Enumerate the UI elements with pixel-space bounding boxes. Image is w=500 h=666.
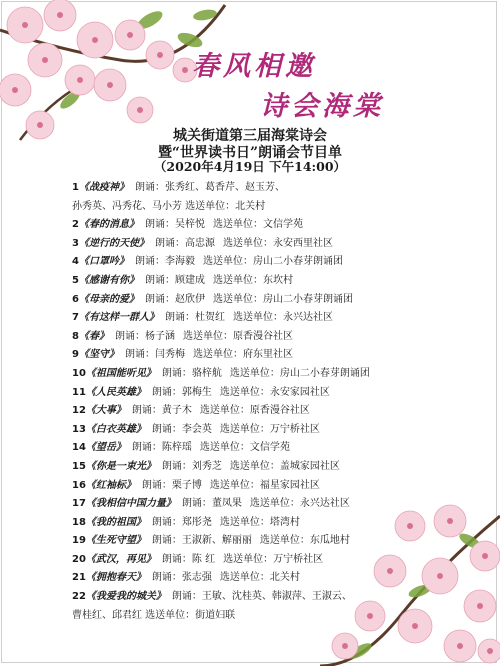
programme-item	[72, 514, 492, 533]
poster-subtitle: 暨“世界读书日”朗诵会节目单	[157, 145, 343, 161]
item-unit: 选送单位：万宁桥社区	[223, 553, 324, 565]
item-number: 15	[72, 460, 86, 472]
item-reciters: 朗诵：郑彤尧	[151, 516, 212, 528]
item-unit: 选送单位：东瓜地村	[259, 535, 350, 547]
item-reciters: 朗诵：董凤果	[181, 498, 242, 510]
item-reciters: 朗诵：李海毅	[134, 256, 195, 268]
programme-item	[72, 272, 492, 291]
item-unit: 选送单位：万宁桥社区	[219, 423, 320, 435]
item-work-title: 《感谢有你》	[78, 274, 139, 286]
item-unit: 选送单位：文信学苑	[212, 219, 303, 231]
item-work-title: 《祖国能听见》	[85, 367, 156, 379]
programme-item	[72, 551, 492, 570]
programme-item-continuation: 孙秀英、冯秀花、马小芳 选送单位：北关村	[72, 200, 266, 212]
item-unit: 选送单位：房山二小春芽朗诵团	[229, 367, 370, 379]
programme-item	[72, 384, 492, 403]
item-work-title: 《坚守》	[78, 349, 119, 361]
programme-item	[72, 309, 492, 328]
programme-item	[72, 458, 492, 477]
item-work-title: 《我爱我的城关》	[85, 591, 166, 603]
item-work-title: 《有这样一群人》	[78, 312, 159, 324]
item-reciters: 朗诵：王淑新、解丽丽	[151, 535, 252, 547]
item-unit: 选送单位：东坎村	[212, 274, 293, 286]
item-number: 22	[72, 591, 86, 603]
item-unit: 选送单位：府东里社区	[192, 349, 293, 361]
programme-item	[72, 216, 492, 235]
programme-item	[72, 569, 492, 588]
programme-item	[72, 402, 492, 421]
item-work-title: 《你是一束光》	[85, 460, 156, 472]
item-unit: 选送单位：原香漫谷社区	[182, 330, 293, 342]
item-number: 2	[72, 219, 79, 231]
item-work-title: 《战疫神》	[78, 182, 129, 193]
item-number: 18	[72, 516, 86, 528]
programme-item	[72, 439, 492, 458]
item-reciters: 朗诵：黄子木	[131, 405, 192, 417]
item-unit: 选送单位：永兴达社区	[232, 312, 333, 324]
item-work-title: 《逆行的天使》	[78, 237, 149, 249]
programme-item	[72, 291, 492, 310]
item-number: 17	[72, 498, 86, 510]
item-unit: 选送单位：永安西里社区	[222, 237, 333, 249]
item-work-title: 《红袖标》	[85, 479, 136, 491]
programme-item	[72, 346, 492, 365]
item-number: 12	[72, 405, 86, 417]
item-work-title: 《人民英雄》	[85, 386, 146, 398]
item-unit: 选送单位：永兴达社区	[249, 498, 350, 510]
item-reciters: 朗诵：张志强	[151, 572, 212, 584]
item-unit: 选送单位：福星家园社区	[209, 479, 320, 491]
programme-item	[72, 235, 492, 254]
item-unit: 选送单位：原香漫谷社区	[199, 405, 310, 417]
slogan-line-2: 诗会海棠	[260, 91, 384, 122]
item-unit: 选送单位：塔湾村	[219, 516, 300, 528]
item-work-title: 《口罩吟》	[78, 256, 129, 268]
programme-item	[72, 179, 492, 198]
item-reciters: 朗诵：骆梓航	[161, 367, 222, 379]
programme-item	[72, 477, 492, 496]
item-number: 10	[72, 367, 86, 379]
item-number: 9	[72, 349, 79, 361]
event-datetime: （2020年4月19日 下午14:00）	[153, 159, 347, 174]
item-reciters: 朗诵：刘秀芝	[161, 460, 222, 472]
item-number: 16	[72, 479, 86, 491]
item-work-title: 《生死守望》	[85, 535, 146, 547]
programme-item	[72, 253, 492, 272]
item-reciters: 朗诵：郭梅生	[151, 386, 212, 398]
item-work-title: 《望岳》	[85, 442, 126, 454]
item-number: 4	[72, 256, 79, 268]
item-number: 21	[72, 572, 86, 584]
item-unit: 选送单位：北关村	[219, 572, 300, 584]
item-number: 11	[72, 386, 86, 398]
item-reciters: 朗诵：赵欣伊	[144, 293, 205, 305]
item-reciters: 朗诵：吴梓悦	[144, 219, 205, 231]
item-reciters: 朗诵：杨子涵	[114, 330, 175, 342]
item-work-title: 《大事》	[85, 405, 126, 417]
item-number: 3	[72, 237, 79, 249]
programme-item	[72, 532, 492, 551]
programme-item	[72, 365, 492, 384]
programme-item	[72, 328, 492, 347]
item-reciters: 朗诵：王敏、沈桂英、韩淑萍、王淑云、	[171, 591, 352, 603]
item-number: 7	[72, 312, 79, 324]
programme-item-continuation: 曹桂红、邱君红 选送单位：街道妇联	[72, 609, 236, 621]
item-reciters: 朗诵：陈 红	[161, 553, 216, 565]
item-number: 1	[72, 182, 79, 193]
item-number: 14	[72, 442, 86, 454]
item-unit: 选送单位：永安家园社区	[219, 386, 330, 398]
item-unit: 选送单位：文信学苑	[199, 442, 290, 454]
item-number: 13	[72, 423, 86, 435]
programme-item	[72, 421, 492, 440]
programme-item	[72, 588, 492, 607]
item-reciters: 朗诵：陈梓瑶	[131, 442, 192, 454]
item-reciters: 朗诵：闫秀梅	[124, 349, 185, 361]
item-work-title: 《春的消息》	[78, 219, 139, 231]
item-number: 8	[72, 330, 79, 342]
item-work-title: 《拥抱春天》	[85, 572, 146, 584]
programme-list	[72, 179, 492, 625]
item-reciters: 朗诵：李会英	[151, 423, 212, 435]
item-work-title: 《母亲的爱》	[78, 293, 139, 305]
item-unit: 选送单位：盖城家园社区	[229, 460, 340, 472]
item-work-title: 《白衣英雄》	[85, 423, 146, 435]
item-work-title: 《我的祖国》	[85, 516, 146, 528]
slogan-line-1: 春风相邀	[192, 51, 316, 82]
item-reciters: 朗诵：栗子博	[141, 479, 202, 491]
item-work-title: 《春》	[78, 330, 109, 342]
item-unit: 选送单位：房山二小春芽朗诵团	[212, 293, 353, 305]
item-reciters: 朗诵：张秀红、葛香芹、赵玉芳、	[134, 182, 285, 193]
item-number: 6	[72, 293, 79, 305]
poster-title: 城关街道第三届海棠诗会	[173, 128, 327, 144]
item-work-title: 《武汉，再见》	[85, 553, 156, 565]
programme-item	[72, 495, 492, 514]
item-number: 20	[72, 553, 86, 565]
item-reciters: 朗诵：高忠源	[154, 237, 215, 249]
item-reciters: 朗诵：顾建成	[144, 274, 205, 286]
item-work-title: 《我相信中国力量》	[85, 498, 176, 510]
item-unit: 选送单位：房山二小春芽朗诵团	[202, 256, 343, 268]
item-reciters: 朗诵：杜贺红	[164, 312, 225, 324]
item-number: 19	[72, 535, 86, 547]
item-number: 5	[72, 274, 79, 286]
